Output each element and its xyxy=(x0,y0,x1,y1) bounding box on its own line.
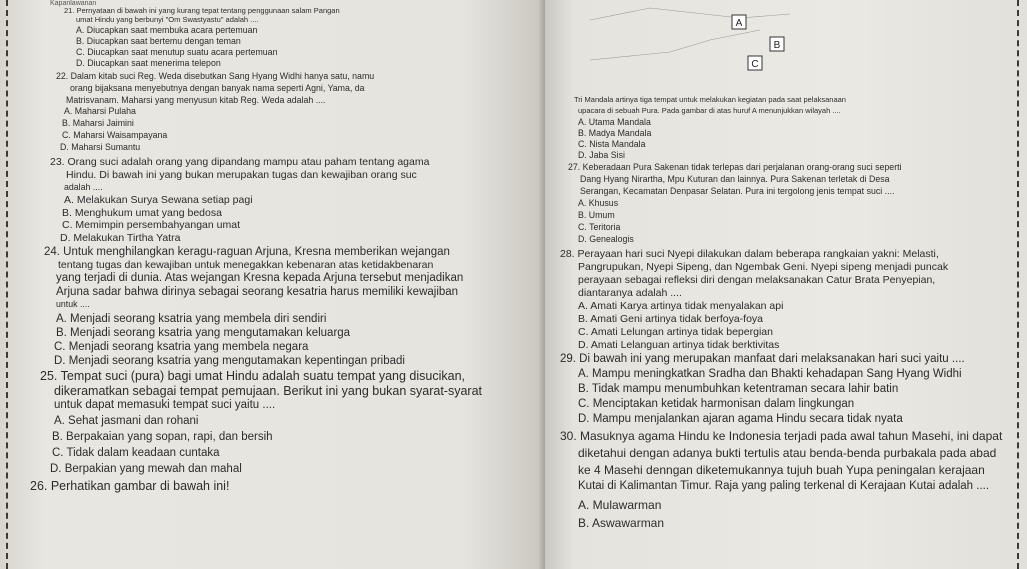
q27-line-2: Dang Hyang Nirartha, Mpu Kuturan dan lainnya. Pura Sakenan terletak di Desa xyxy=(580,174,890,184)
q28-option-b[interactable]: B. Amati Geni artinya tidak berfoya-foya xyxy=(578,313,764,325)
q22-option-b[interactable]: B. Maharsi Jaimini xyxy=(62,118,134,128)
q21-option-c[interactable]: C. Diucapkan saat menutup suatu acara pertemuan xyxy=(76,47,278,57)
q28-line-2: Pangrupukan, Nyepi Sipeng, dan Ngembak Geni. Nyepi sipeng menjadi puncak xyxy=(578,261,949,273)
left-page-dashed-border xyxy=(6,0,8,569)
q22-option-d[interactable]: D. Maharsi Sumantu xyxy=(60,142,141,152)
q30-line-2: diketahui dengan adanya bukti tertulis atau benda-benda purbakala pada abad xyxy=(578,446,997,460)
q21-option-a[interactable]: A. Diucapkan saat membuka acara pertemuan xyxy=(76,25,258,35)
q22-option-a[interactable]: A. Maharsi Pulaha xyxy=(64,106,136,116)
diagram-label-b: B xyxy=(773,40,781,51)
q30-line-1: 30. Masuknya agama Hindu ke Indonesia terjadi pada awal tahun Masehi, ini dapat xyxy=(560,429,1003,443)
q30-line-3: ke 4 Masehi denngan diketemukannya tujuh buah Yupa peningalan kerajaan xyxy=(578,463,985,477)
q21-line-1: 21. Pernyataan di bawah ini yang kurang tepat tentang penggunaan salam Pangan xyxy=(64,6,340,15)
q23-option-d[interactable]: D. Melakukan Tirtha Yatra xyxy=(60,232,181,244)
q24-line-4: Arjuna sadar bahwa dirinya sebagai seorang kesatria harus memiliki kewajiban xyxy=(56,286,459,298)
q26-option-d[interactable]: D. Jaba Sisi xyxy=(578,150,625,160)
q25-option-d[interactable]: D. Berpakian yang mewah dan mahal xyxy=(50,463,242,475)
q26-option-a[interactable]: A. Utama Mandala xyxy=(578,117,651,127)
q23-option-b[interactable]: B. Menghukum umat yang bedosa xyxy=(62,207,222,219)
q21-option-b[interactable]: B. Diucapkan saat bertemu dengan teman xyxy=(76,36,241,46)
q21-line-2: umat Hindu yang berbunyi "Om Swastyastu" adalah .... xyxy=(76,15,259,24)
q23-line-2: Hindu. Di bawah ini yang bukan merupakan tugas dan kewajiban orang suc xyxy=(66,169,417,181)
q26-desc-line-2: upacara di sebuah Pura. Pada gambar di atas huruf A menunjukkan wilayah .... xyxy=(578,106,841,115)
q30-option-b[interactable]: B. Aswawarman xyxy=(578,516,665,530)
q24-line-3: yang terjadi di dunia. Atas wejangan Kresna kepada Arjuna tersebut menjadikan xyxy=(56,272,464,284)
q21-option-d[interactable]: D. Diucapkan saat menerima telepon xyxy=(76,58,221,68)
q27-line-3: Serangan, Kecamatan Denpasar Selatan. Pura ini tergolong jenis tempat suci .... xyxy=(580,186,895,196)
q24-option-c[interactable]: C. Menjadi seorang ksatria yang membela negara xyxy=(54,341,309,353)
q23-line-1: 23. Orang suci adalah orang yang dipandang mampu atau paham tentang agama xyxy=(50,156,430,168)
q27-option-a[interactable]: A. Khusus xyxy=(578,198,619,208)
tri-mandala-diagram xyxy=(590,0,790,80)
q25-line-3: untuk dapat memasuki tempat suci yaitu .... xyxy=(54,399,276,411)
q28-line-1: 28. Perayaan hari suci Nyepi dilakukan dalam beberapa rangkaian yakni: Melasti, xyxy=(560,248,939,260)
q29-option-d[interactable]: D. Mampu menjalankan ajaran agama Hindu secara tidak nyata xyxy=(578,413,903,425)
diagram-label-a: A xyxy=(735,18,743,29)
q24-option-b[interactable]: B. Menjadi seorang ksatria yang mengutamakan keluarga xyxy=(56,327,351,339)
q25-line-2: dikeramatkan sebagai tempat pemujaan. Berikut ini yang bukan syarat-syarat xyxy=(54,384,483,398)
q24-line-5: untuk .... xyxy=(56,299,90,309)
q28-option-d[interactable]: D. Amati Lelanguan artinya tidak berktivitas xyxy=(578,339,780,351)
q28-line-3: perayaan sebagai refleksi diri dengan melaksanakan Catur Brata Penyepian, xyxy=(578,274,936,286)
q28-option-c[interactable]: C. Amati Lelungan artinya tidak bepergian xyxy=(578,326,773,338)
q22-option-c[interactable]: C. Maharsi Waisampayana xyxy=(62,130,168,140)
q30-option-a[interactable]: A. Mulawarman xyxy=(578,498,662,512)
diagram-outline-mid xyxy=(590,30,760,60)
q26-desc-line-1: Tri Mandala artinya tiga tempat untuk melakukan kegiatan pada saat pelaksanaan xyxy=(574,95,846,104)
q25-option-c[interactable]: C. Tidak dalam keadaan cuntaka xyxy=(52,447,220,459)
q27-option-d[interactable]: D. Genealogis xyxy=(578,234,634,244)
page-header-tab: Kapanlawanan xyxy=(50,0,97,7)
right-page-dashed-border xyxy=(1017,0,1019,569)
diagram-label-c: C xyxy=(751,59,759,70)
q29-option-a[interactable]: A. Mampu meningkatkan Sradha dan Bhakti kehadapan Sang Hyang Widhi xyxy=(578,368,962,380)
q23-option-a[interactable]: A. Melakukan Surya Sewana setiap pagi xyxy=(64,194,253,206)
q24-option-d[interactable]: D. Menjadi seorang ksatria yang mengutamakan kepentingan pribadi xyxy=(54,355,405,367)
q26-line-1: 26. Perhatikan gambar di bawah ini! xyxy=(30,479,230,493)
q24-line-1: 24. Untuk menghilangkan keragu-raguan Arjuna, Kresna memberikan wejangan xyxy=(44,246,450,258)
q25-option-a[interactable]: A. Sehat jasmani dan rohani xyxy=(54,415,199,427)
q27-line-1: 27. Keberadaan Pura Sakenan tidak terlepas dari perjalanan orang-orang suci seperti xyxy=(568,162,902,172)
q22-line-1: 22. Dalam kitab suci Reg. Weda disebutkan Sang Hyang Widhi hanya satu, namu xyxy=(56,71,375,81)
q27-option-b[interactable]: B. Umum xyxy=(578,210,615,220)
q24-line-2: tentang tugas dan kewajiban untuk menegakkan kebenaran atas ketidakbenaran xyxy=(58,259,434,271)
diagram-outline-top xyxy=(590,8,790,20)
q29-option-b[interactable]: B. Tidak mampu menumbuhkan ketentraman secara lahir batin xyxy=(578,383,899,395)
q23-option-c[interactable]: C. Memimpin persembahyangan umat xyxy=(62,219,240,231)
q26-option-b[interactable]: B. Madya Mandala xyxy=(578,128,652,138)
q28-option-a[interactable]: A. Amati Karya artinya tidak menyalakan api xyxy=(578,300,784,312)
q22-line-3: Matrisvanam. Maharsi yang menyusun kitab Reg. Weda adalah .... xyxy=(66,95,326,105)
q29-line-1: 29. Di bawah ini yang merupakan manfaat dari melaksanakan hari suci yaitu .... xyxy=(560,353,965,365)
q26-option-c[interactable]: C. Nista Mandala xyxy=(578,139,646,149)
q28-line-4: diantaranya adalah .... xyxy=(578,287,682,299)
q22-line-2: orang bijaksana menyebutnya dengan banyak nama seperti Agni, Yama, da xyxy=(70,83,365,93)
q27-option-c[interactable]: C. Teritoria xyxy=(578,222,621,232)
q25-line-1: 25. Tempat suci (pura) bagi umat Hindu adalah suatu tempat yang disucikan, xyxy=(40,369,466,383)
q29-option-c[interactable]: C. Menciptakan ketidak harmonisan dalam lingkungan xyxy=(578,398,855,410)
q24-option-a[interactable]: A. Menjadi seorang ksatria yang membela diri sendiri xyxy=(56,313,327,325)
q30-line-4: Kutai di Kalimantan Timur. Raja yang paling terkenal di Kerajaan Kutai adalah .... xyxy=(578,480,990,492)
q25-option-b[interactable]: B. Berpakaian yang sopan, rapi, dan bersih xyxy=(52,431,273,443)
q23-line-3: adalah .... xyxy=(64,182,103,192)
